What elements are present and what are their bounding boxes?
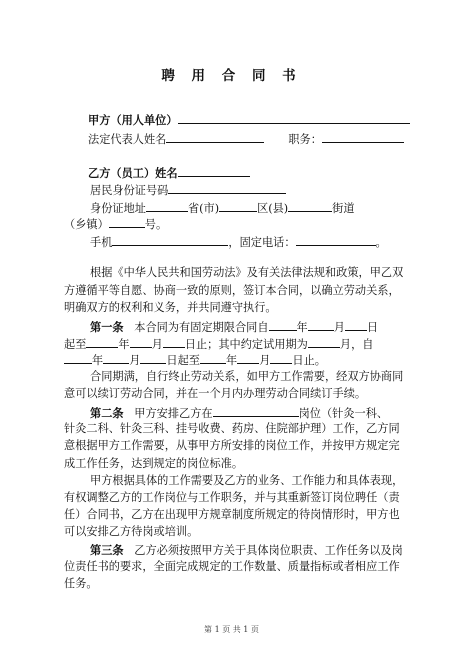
article-1-text-a: 本合同为有固定期限合同自 [134,321,269,334]
house-no-label: 号。 [144,218,168,231]
day-label: 日 [366,321,379,334]
renewal-line-1: 合同期满，自行终止劳动关系，如甲方工作需要，经双方协商同 [90,370,404,383]
preamble-line-1: 根据《中华人民共和国劳动法》及有关法律法规和政策，甲乙双 [90,266,404,279]
district-label: 区(县) [257,202,289,215]
article-3-heading: 第三条 [90,543,124,557]
probation-start-day-blank [140,352,166,364]
article-1-text-d: 月，自 [339,338,374,351]
probation-end-year-blank [200,352,226,364]
probation-start-year-blank [64,352,92,364]
article-2-text-b: 岗位（针灸一科、 [298,407,389,420]
article-2-heading: 第二条 [90,406,124,420]
article-2-para2-line-4: 可以安排乙方待岗或培训。 [64,525,199,538]
article-1-line-3 [64,352,326,368]
article-2-para2-line-1: 甲方根据具体的工作需要及乙方的业务、工作能力和具体表现， [90,474,404,487]
town-line [64,216,167,232]
id-number-line [90,182,286,198]
mobile-blank [112,234,228,246]
article-1-text-c: 日止；其中约定试用期为 [184,338,308,351]
article-2-line-4: 成工作任务，达到规定的岗位标准。 [64,457,244,470]
end-year-blank [86,336,118,348]
article-2-text-a: 甲方安排乙方在 [134,407,213,420]
probation-end-day-blank [270,352,292,364]
page-footer: 第 1 页 共 1 页 [204,625,259,634]
preamble-line-3: 明确双方的权利和义务，并共同遵守执行。 [64,301,277,314]
article-1-heading: 第一条 [90,320,124,334]
document-title: 聘 用 合 同 书 [161,68,302,84]
id-number-label: 居民身份证号码 [90,184,169,197]
post-blank [213,405,299,417]
end-day-blank [163,336,185,348]
article-2-line-3: 意根据甲方工作需要，从事甲方所安排的岗位工作，并按甲方规定完 [64,439,400,452]
year-label: 年 [118,338,130,351]
start-year-blank [269,319,297,331]
street-blank [288,200,332,212]
id-address-label: 身份证地址 [90,202,146,215]
article-2-para2-line-2: 有权调整乙方的工作岗位与工作职务，并与其重新签订岗位聘任（责 [64,491,400,504]
article-3-line-3: 任务。 [64,577,98,590]
article-2-para2-line-3: 任）合同书，乙方在出现甲方规章制度所规定的待岗情形时，甲方也 [64,508,400,521]
id-number-blank [168,182,286,194]
phone-line [90,234,387,250]
probation-months-blank [308,336,340,348]
party-b-name-blank [178,165,250,177]
end-month-blank [130,336,152,348]
article-3-line-2: 位责任书的要求，全面完成规定的工作数量、质量指标或者相应工作 [64,560,400,573]
article-3-line-1 [90,543,403,558]
article-3-text-a: 乙方必须按照甲方关于具体岗位职责、工作任务以及岗 [134,544,403,557]
year-label: 年 [92,354,104,367]
article-1-text-f: 日止。 [292,354,326,367]
start-month-blank [308,319,334,331]
party-b-label: 乙方（员工）姓名 [88,166,178,180]
probation-start-month-blank [103,352,129,364]
party-a-name-blank [178,112,410,124]
probation-end-month-blank [237,352,259,364]
street-label: 街道 [332,202,355,215]
district-blank [219,200,257,212]
party-a-label: 甲方（用人单位） [88,113,178,127]
preamble-line-2: 方遵循平等自愿、协商一致的原则，签订本合同，以确立劳动关系， [64,284,400,297]
month-label: 月 [333,321,345,334]
article-2-line-1 [90,405,388,421]
party-a-line [88,112,410,128]
landline-label: ，固定电话： [228,236,296,249]
legal-rep-line [88,131,404,147]
province-blank [146,200,188,212]
article-2-line-2: 针灸二科、针灸三科、挂号收费、药房、住院部护理）工作，乙方同 [64,422,400,435]
start-day-blank [345,319,367,331]
phone-end-mark: 。 [375,236,387,249]
year-label: 年 [296,321,308,334]
article-1-text-e: 日起至 [166,354,200,367]
position-label: 职务： [288,133,322,146]
year-label: 年 [225,354,238,367]
phone-label: 手机 [90,236,113,249]
party-b-line [88,165,250,181]
legal-rep-label: 法定代表人姓名 [88,133,167,146]
town-label: （乡镇） [64,218,109,231]
month-label: 月 [151,338,163,351]
article-1-text-b: 起至 [64,338,87,351]
landline-blank [296,234,376,246]
month-label: 月 [259,354,271,367]
legal-rep-blank [166,131,264,143]
article-1-line-1 [90,319,378,335]
article-1-line-2 [64,336,373,352]
position-blank [322,131,404,143]
id-address-line [90,200,355,216]
month-label: 月 [129,354,141,367]
house-no-blank [109,216,145,228]
renewal-line-2: 意可以续订劳动合同，并在一个月内办理劳动合同续订手续。 [64,387,367,400]
province-label: 省(市) [187,202,220,215]
